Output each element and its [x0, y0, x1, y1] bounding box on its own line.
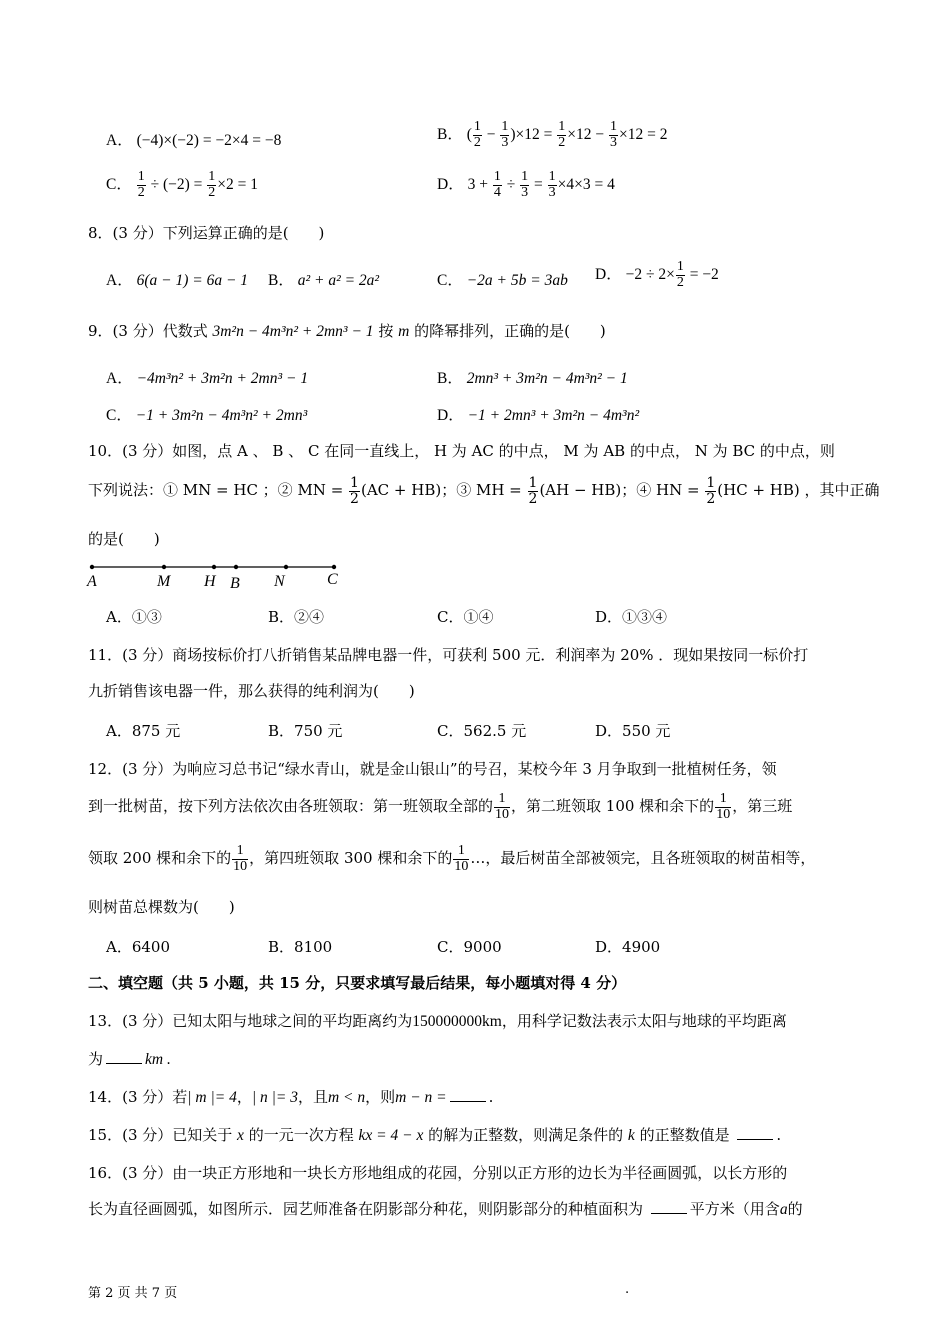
point-a: [90, 565, 94, 569]
stem-text: 的解为正整数，则满足条件的: [428, 1126, 624, 1144]
denominator: 3: [501, 134, 509, 150]
fraction: [232, 844, 248, 874]
option-label: B．: [268, 272, 294, 289]
q12-option-d: [595, 936, 660, 957]
section-heading: 二、填空题（共 5 小题，共 15 分，只要求填写最后结果，每小题填对得 4 分）: [88, 974, 627, 992]
q16-line1: 16．(3 分）由一块正方形地和一块长方形地组成的花园，分别以正方形的边长为半径画圆弧，以长方形的: [88, 1164, 788, 1182]
stem-expr: | n |= 3: [251, 1089, 298, 1106]
expr-part: = −2: [685, 265, 719, 283]
q14-line: [88, 1086, 493, 1107]
stem-text: (HC + HB) ，其中正确: [717, 481, 880, 500]
stem-var: a: [779, 1201, 788, 1218]
stem-text: ，且: [297, 1088, 328, 1106]
fraction: [500, 120, 509, 150]
option-expr: −1 + 3m²n − 4m³n² + 2mn³: [135, 407, 308, 424]
q11-option-a: [106, 720, 180, 741]
fraction: [715, 792, 731, 822]
stem-text: 的: [787, 1200, 803, 1218]
answer-blank[interactable]: [106, 1062, 142, 1064]
q7-option-c: [106, 170, 258, 200]
q12-line1: 12．(3 分）为响应习总书记“绿水青山，就是金山银山”的号召，某校今年 3 月争取到一批植树任务，领: [88, 760, 777, 778]
option-label: C．: [437, 272, 463, 289]
option-label: B．: [268, 722, 295, 740]
stem-text: 长为直径画圆弧，如图所示．园艺师准备在阴影部分种花，则阴影部分的种植面积为: [88, 1200, 644, 1218]
numerator: 1: [715, 792, 731, 808]
fraction: [705, 476, 716, 506]
option-label: A．: [106, 272, 133, 289]
stem-expr: m − n =: [395, 1089, 447, 1106]
denominator: 2: [473, 134, 481, 150]
stem-text: ，第四班领取 300 棵和余下的: [249, 849, 453, 868]
denominator: 4: [493, 184, 501, 200]
q12-line4: 则树苗总棵数为( ): [88, 898, 235, 916]
q8-option-a: [106, 268, 248, 290]
fraction: [349, 476, 360, 506]
denominator: 3: [521, 184, 529, 200]
denominator: 2: [350, 490, 359, 507]
q12-option-c: [437, 936, 502, 957]
q11-line1: 11．(3 分）商场按标价打八折销售某品牌电器一件，可获利 500 元．利润率为 20% ．现如果按同一标价打: [88, 646, 809, 664]
numerator: 1: [453, 844, 469, 860]
stem-expr: | m |= 4: [187, 1089, 237, 1106]
stem-text: 到一批树苗，按下列方法依次由各班领取：第一班领取全部的: [88, 797, 494, 816]
stem-expr: kx = 4 − x: [358, 1127, 424, 1144]
expr-part: ÷ (−2) =: [146, 175, 207, 193]
option-label: B．: [268, 608, 295, 626]
option-label: A．: [106, 608, 132, 626]
denominator: 3: [610, 134, 618, 150]
option-text: ①③④: [622, 608, 668, 626]
stem-var: k: [627, 1127, 635, 1144]
option-text: ②④: [294, 608, 325, 626]
denominator: 10: [233, 858, 248, 874]
numerator: 1: [610, 119, 618, 134]
option-label: A．: [106, 938, 132, 956]
stem-text: 13．(3 分）已知太阳与地球之间的平均距离约为: [88, 1012, 413, 1030]
option-expr: a² + a² = 2a²: [297, 272, 380, 289]
q11-option-d: [595, 720, 670, 741]
numerator: 1: [232, 844, 248, 860]
stem-text: 的一元一次方程: [248, 1126, 354, 1144]
q8-option-b: [268, 268, 379, 290]
stem-text: 的降幂排列，正确的是( ): [409, 322, 606, 340]
q9-stem: [88, 320, 606, 341]
option-label: C．: [106, 407, 132, 424]
q7-option-b: [437, 120, 668, 150]
stem-text: 下列说法：① MN = HC ；② MN =: [88, 481, 349, 500]
q9-option-b: [437, 366, 628, 388]
expr-part: ×12 −: [567, 125, 609, 143]
numerator: 1: [137, 169, 145, 184]
expr-part: 3 +: [467, 175, 492, 193]
numerator: 1: [706, 475, 716, 491]
denominator: 10: [454, 858, 469, 874]
point-c: [332, 565, 336, 569]
page-number: 第 2 页 共 7 页: [88, 1286, 178, 1301]
q9-option-c: [106, 403, 307, 425]
fraction: [520, 170, 529, 200]
q13-line1: [88, 1010, 787, 1031]
option-expr: −1 + 2mn³ + 3m²n − 4m³n²: [467, 407, 640, 424]
option-label: D．: [595, 265, 622, 283]
q10-line1: 10．(3 分）如图，点 A 、 B 、 C 在同一直线上， H 为 AC 的中点， M 为 AB 的中点， N 为 BC 的中点，则: [88, 442, 835, 460]
q7-option-d: [437, 170, 615, 200]
stem-expr: 150000000km: [412, 1013, 502, 1030]
q10-line3: 的是( ): [88, 530, 160, 548]
option-label: D．: [595, 608, 623, 626]
expr-part: −2 ÷ 2×: [625, 265, 675, 283]
stem-text: .: [776, 1126, 782, 1144]
denominator: 2: [137, 184, 145, 200]
option-text: 875 元: [131, 722, 181, 740]
option-text: ①③: [131, 608, 162, 626]
q16-line2: [88, 1198, 803, 1219]
stem-text: .: [488, 1088, 494, 1106]
fraction: [548, 170, 557, 200]
q12-option-a: [106, 936, 170, 957]
option-label: C．: [437, 938, 464, 956]
denominator: 3: [548, 184, 556, 200]
stem-text: 平方米（用含: [689, 1200, 780, 1218]
denominator: 2: [706, 490, 716, 507]
denominator: 2: [558, 134, 566, 150]
stem-text: 领取 200 棵和余下的: [88, 849, 232, 868]
answer-blank[interactable]: [651, 1212, 687, 1214]
stem-expr: 3m²n − 4m³n² + 2mn³ − 1: [212, 323, 374, 340]
option-text: 9000: [463, 938, 502, 956]
option-label: C．: [106, 175, 132, 193]
fraction: [676, 260, 685, 290]
denominator: 2: [528, 490, 538, 507]
option-label: B．: [437, 125, 463, 143]
option-text: 562.5 元: [463, 722, 527, 740]
denominator: 2: [676, 274, 684, 290]
option-expr: (−4)×(−2) = −2×4 = −8: [136, 132, 282, 149]
expr-part: )×12 =: [510, 125, 557, 143]
stem-text: ，第二班领取 100 棵和余下的: [511, 797, 715, 816]
stem-text: ，则: [365, 1088, 396, 1106]
q15-line: [88, 1124, 781, 1145]
unit: km .: [145, 1051, 171, 1068]
stem-text: …，最后树苗全部被领完，且各班领取的树苗相等，: [470, 849, 816, 868]
point-n: [284, 565, 288, 569]
q9-option-d: [437, 403, 639, 425]
operator: ÷: [502, 175, 520, 193]
operator: −: [482, 125, 500, 143]
expr-part: ×12 = 2: [619, 125, 668, 143]
stem-text: 9．(3 分）代数式: [88, 322, 213, 340]
option-label: B．: [437, 370, 463, 387]
numerator: 1: [501, 119, 509, 134]
fraction: [528, 476, 539, 506]
denominator: 10: [495, 806, 510, 822]
expr-part: ×2 = 1: [217, 175, 259, 193]
q10-line2: [88, 476, 880, 506]
option-text: 8100: [294, 938, 333, 956]
stem-text: 为: [88, 1050, 104, 1068]
line-segment-figure: [84, 558, 344, 592]
answer-blank[interactable]: [737, 1138, 773, 1140]
option-expr: 2mn³ + 3m²n − 4m³n² − 1: [466, 370, 628, 387]
fraction: [609, 120, 618, 150]
answer-blank[interactable]: [450, 1100, 486, 1102]
q12-line3: [88, 844, 815, 874]
label-b: B: [230, 575, 240, 592]
numerator: 1: [521, 169, 529, 184]
q12-line2: [88, 792, 792, 822]
expr-part: ×4×3 = 4: [557, 175, 615, 193]
fraction: [207, 170, 216, 200]
numerator: 1: [493, 169, 501, 184]
q8-option-c: [437, 268, 568, 290]
option-label: A．: [106, 722, 132, 740]
numerator: 1: [676, 259, 684, 274]
option-text: 550 元: [622, 722, 671, 740]
q10-option-b: [268, 606, 324, 627]
stem-text: ，用科学记数法表示太阳与地球的平均距离: [501, 1012, 787, 1030]
option-label: D．: [437, 175, 464, 193]
label-m: M: [157, 573, 171, 590]
numerator: 1: [558, 119, 566, 134]
point-b: [234, 565, 238, 569]
point-h: [212, 565, 216, 569]
denominator: 10: [716, 806, 731, 822]
option-label: B．: [268, 938, 295, 956]
option-label: D．: [437, 407, 464, 424]
denominator: 2: [208, 184, 216, 200]
q11-option-b: [268, 720, 342, 741]
option-label: A．: [106, 370, 133, 387]
option-expr: 6(a − 1) = 6a − 1: [136, 272, 249, 289]
q10-option-a: [106, 606, 162, 627]
option-label: D．: [595, 938, 623, 956]
stem-text: ，第三班: [732, 797, 793, 816]
label-h: H: [204, 573, 216, 590]
numerator: 1: [548, 169, 556, 184]
q11-option-c: [437, 720, 526, 741]
stem-text: 15．(3 分）已知关于: [88, 1126, 233, 1144]
stem-text: (AH − HB)；④ HN =: [539, 481, 705, 500]
stem-expr: m < n: [327, 1089, 366, 1106]
operator: =: [530, 175, 547, 193]
q8-stem: 8．(3 分）下列运算正确的是( ): [88, 224, 325, 242]
stem-text: ，: [236, 1088, 252, 1106]
option-label: C．: [437, 722, 464, 740]
q7-option-a: [106, 128, 281, 150]
fraction: [493, 170, 502, 200]
fraction: [557, 120, 566, 150]
q9-option-a: [106, 366, 308, 388]
fraction: [137, 170, 146, 200]
option-label: A．: [106, 132, 133, 149]
paren: (: [466, 125, 472, 143]
fraction: [453, 844, 469, 874]
q10-option-d: [595, 606, 667, 627]
stem-var: m: [398, 323, 410, 340]
option-label: C．: [437, 608, 464, 626]
stem-text: (AC + HB)；③ MH =: [360, 481, 527, 500]
fraction: [473, 120, 482, 150]
numerator: 1: [473, 119, 481, 134]
q12-option-b: [268, 936, 332, 957]
option-text: ①④: [463, 608, 494, 626]
label-c: C: [327, 571, 338, 588]
fraction: [494, 792, 510, 822]
q10-option-c: [437, 606, 494, 627]
option-text: 750 元: [294, 722, 343, 740]
q11-line2: 九折销售该电器一件，那么获得的纯利润为( ): [88, 682, 415, 700]
point-m: [162, 565, 166, 569]
numerator: 1: [528, 475, 538, 491]
option-expr: −4m³n² + 3m²n + 2mn³ − 1: [136, 370, 309, 387]
stem-text: 的正整数值是: [639, 1126, 730, 1144]
q13-line2: [88, 1048, 171, 1069]
numerator: 1: [208, 169, 216, 184]
option-expr: −2a + 5b = 3ab: [466, 272, 568, 289]
numerator: 1: [494, 792, 510, 808]
label-n: N: [274, 573, 285, 590]
numerator: 1: [350, 475, 359, 491]
stem-text: 按: [373, 322, 399, 340]
option-text: 6400: [131, 938, 171, 956]
q8-option-d: [595, 260, 719, 290]
label-a: A: [87, 573, 97, 590]
option-label: D．: [595, 722, 623, 740]
footer-dot: .: [625, 1282, 630, 1297]
option-text: 4900: [622, 938, 661, 956]
stem-var: x: [237, 1127, 244, 1144]
stem-text: 14．(3 分）若: [88, 1088, 188, 1106]
